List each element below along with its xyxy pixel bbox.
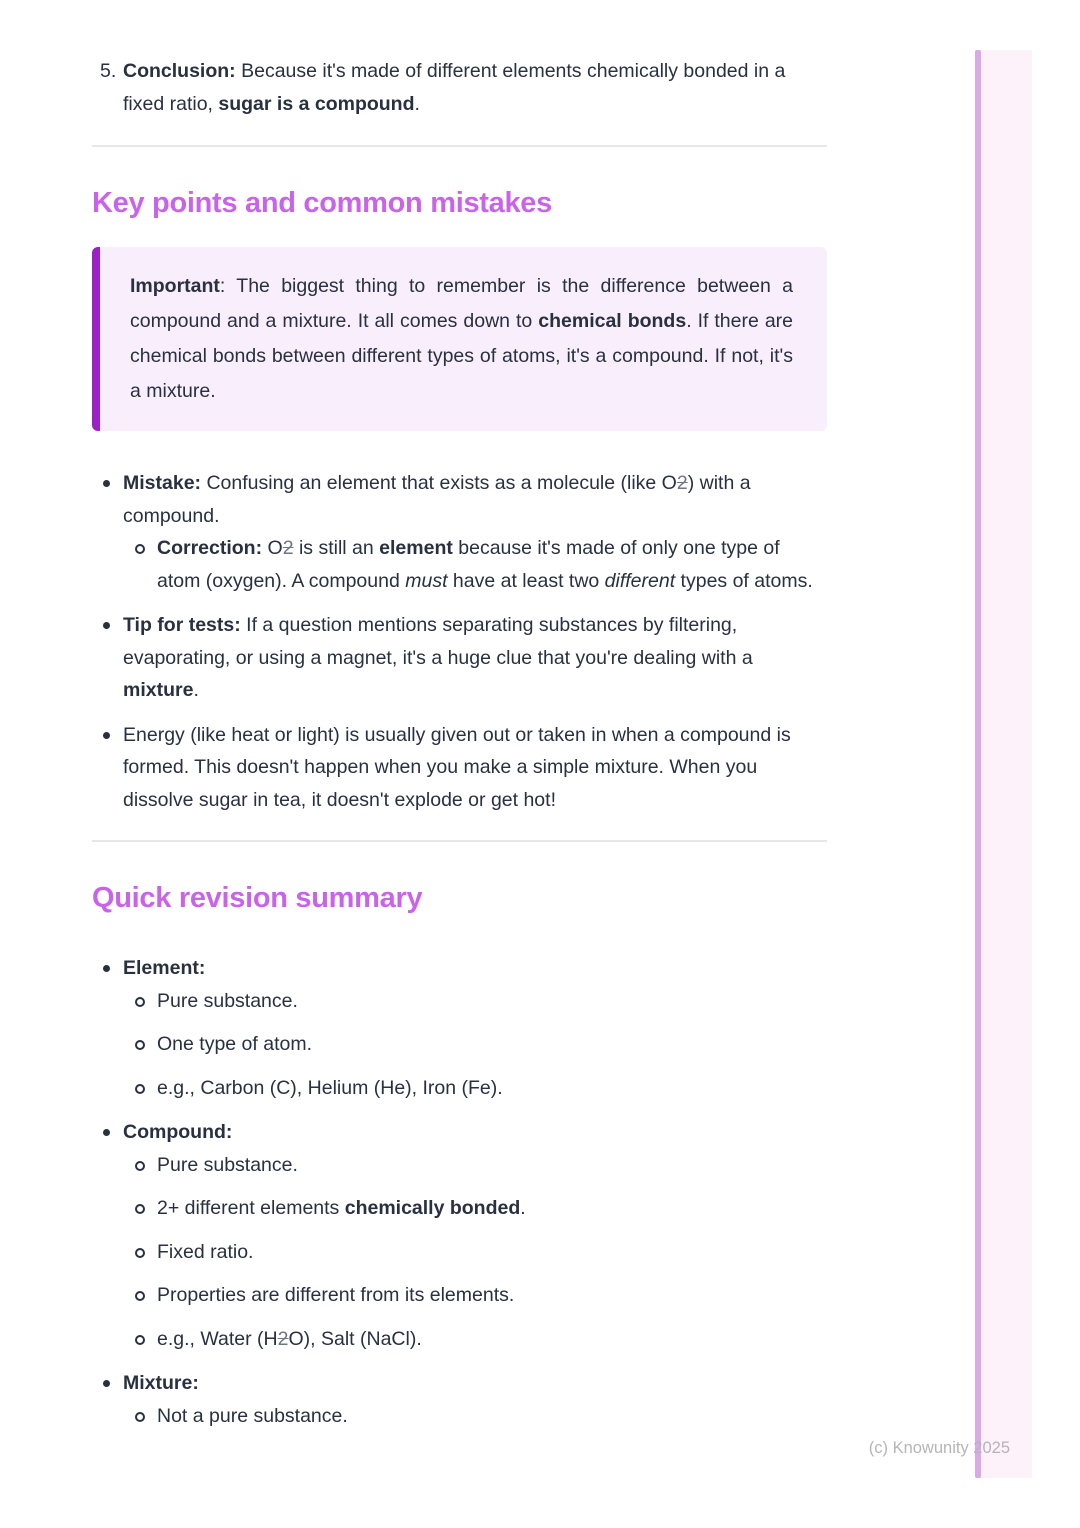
section-divider	[92, 145, 827, 147]
compound-label: Compound:	[123, 1121, 233, 1143]
list-subitem: Not a pure substance.	[123, 1400, 827, 1433]
heading-quick-revision: Quick revision summary	[92, 882, 423, 914]
important-callout-text: Important: The biggest thing to remember is the difference between a compound and a mixture. It all comes down to chemical bonds. If there are chemical bonds between different types of atoms, it's a compound. If not, it's a mixture.	[130, 275, 794, 402]
mistake-text: Mistake: Confusing an element that exists as a molecule (like O2) with a compound.	[123, 472, 751, 527]
right-edge-highlight	[975, 50, 1032, 1478]
list-item-number: 5.	[100, 60, 117, 82]
important-callout	[92, 247, 827, 431]
copyright-watermark: (c) Knowunity 2025	[868, 1439, 1010, 1457]
right-edge-highlight-line	[975, 50, 981, 1478]
summary-list	[92, 952, 827, 1432]
tip-text: Tip for tests: If a question mentions separating substances by filtering, evaporating, or using a magnet, it's a huge clue that you're dealing with a mixture.	[123, 614, 753, 701]
list-subitem: e.g., Water (H2O), Salt (NaCl).	[123, 1323, 827, 1356]
list-subitem: One type of atom.	[123, 1028, 827, 1061]
section-divider	[92, 840, 827, 842]
list-item-element	[92, 952, 827, 1104]
key-points-list	[92, 467, 827, 816]
list-subitem: 2+ different elements chemically bonded.	[123, 1192, 827, 1225]
compound-sublist	[123, 1149, 827, 1356]
element-label: Element:	[123, 957, 206, 979]
list-subitem: Pure substance.	[123, 1149, 827, 1182]
heading-key-points: Key points and common mistakes	[92, 187, 552, 219]
list-subitem-correction	[123, 532, 827, 597]
notes-page	[92, 0, 827, 1444]
list-subitem: Pure substance.	[123, 985, 827, 1018]
mixture-label: Mixture:	[123, 1372, 199, 1394]
mistake-sublist	[123, 532, 827, 597]
list-subitem: e.g., Carbon (C), Helium (He), Iron (Fe).	[123, 1072, 827, 1105]
list-subitem: Properties are different from its elements.	[123, 1279, 827, 1312]
energy-text: Energy (like heat or light) is usually given out or taken in when a compound is formed. This doesn't happen when you make a simple mixture. When you dissolve sugar in tea, it doesn't explode or get hot!	[123, 723, 791, 811]
conclusion-text: Conclusion: Because it's made of different elements chemically bonded in a fixed ratio, sugar is a compound.	[123, 60, 786, 115]
list-item-compound	[92, 1116, 827, 1355]
element-sublist	[123, 985, 827, 1105]
conclusion-list-item	[92, 55, 827, 121]
correction-text: Correction: O2 is still an element because it's made of only one type of atom (oxygen). A compound must have at least two different types of atoms.	[157, 537, 813, 592]
list-item-mistake	[92, 467, 827, 597]
list-subitem: Fixed ratio.	[123, 1236, 827, 1269]
mixture-sublist	[123, 1400, 827, 1433]
list-item-energy	[92, 719, 827, 817]
list-item-tip-for-tests	[92, 609, 827, 707]
list-item-mixture	[92, 1367, 827, 1432]
